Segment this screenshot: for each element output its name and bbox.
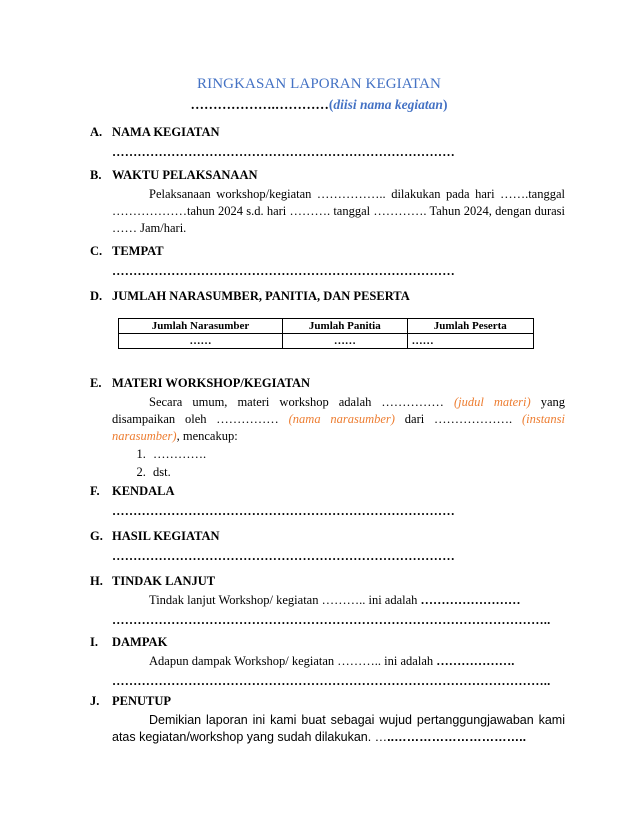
section-heading: [90, 375, 565, 392]
section-title: TINDAK LANJUT: [112, 574, 216, 588]
section-heading: [90, 634, 565, 651]
section-heading: [90, 573, 565, 590]
fill-in-dots: ………………………………………………………………………: [112, 549, 455, 563]
paragraph-text: Secara umum, materi workshop adalah ……………: [149, 395, 444, 409]
section-paragraph: [112, 394, 565, 445]
section-letter: G.: [90, 529, 103, 543]
paragraph-text: , mencakup:: [176, 429, 238, 443]
subtitle-hint: diisi nama kegiatan: [333, 97, 443, 112]
section-title: JUMLAH NARASUMBER, PANITIA, DAN PESERTA: [112, 289, 410, 303]
section-letter: J.: [90, 694, 100, 708]
paragraph-text: Tindak lanjut Workshop/ kegiatan ……….. ini adalah: [149, 593, 421, 607]
subtitle-close-paren: ): [442, 97, 448, 112]
fill-in-dots: …………………………………………………………………………………………..: [112, 674, 551, 688]
section-materi: [90, 375, 565, 481]
section-paragraph: [112, 712, 565, 746]
section-heading: [90, 167, 565, 184]
paragraph-text: Demikian laporan ini kami buat sebagai wujud pertanggungjawaban kami atas kegiatan/workshop yang sudah dilakukan. …: [112, 713, 565, 744]
fill-in-dots: ……………………: [420, 593, 521, 607]
section-paragraph: Pelaksanaan workshop/kegiatan …………….. dilakukan pada hari …….tanggal ………………tahun 2024 s.d. hari ………. tanggal …………. Tahun 2024, dengan durasi …… Jam/hari.: [112, 187, 565, 235]
section-tempat: [90, 243, 565, 280]
section-penutup: [90, 693, 565, 746]
table-cell-peserta: ……: [407, 334, 533, 349]
section-title: DAMPAK: [112, 635, 168, 649]
section-title: PENUTUP: [112, 694, 172, 708]
table-header-panitia: Jumlah Panitia: [283, 319, 408, 334]
fill-in-dots: ………………………………………………………………………: [112, 145, 455, 159]
section-paragraph: [112, 592, 565, 609]
table-header-row: [119, 319, 534, 334]
section-letter: A.: [90, 125, 103, 139]
section-title: HASIL KEGIATAN: [112, 529, 220, 543]
table-row: [119, 334, 534, 349]
section-paragraph: [112, 653, 565, 670]
table-cell-narasumber: ……: [119, 334, 283, 349]
paragraph-text: yang disampaikan oleh ……………: [112, 395, 566, 426]
list-item: 1. ………….: [149, 445, 565, 463]
section-dampak: [90, 634, 565, 690]
section-title: WAKTU PELAKSANAAN: [112, 168, 258, 182]
fill-in-dots: ………………………………………………………………………: [112, 504, 455, 518]
section-letter: B.: [90, 168, 102, 182]
section-heading: [90, 528, 565, 545]
section-title: TEMPAT: [112, 244, 164, 258]
jumlah-table: [118, 318, 534, 349]
hint-nama-narasumber: (nama narasumber): [288, 412, 395, 426]
section-heading: [90, 124, 565, 141]
fill-in-dots: ………………………………………………………………………: [112, 264, 455, 278]
paragraph-text: dari ……………….: [404, 412, 513, 426]
document-title: RINGKASAN LAPORAN KEGIATAN: [197, 76, 441, 92]
paragraph-text: Adapun dampak Workshop/ kegiatan ……….. ini adalah: [149, 654, 437, 668]
section-letter: C.: [90, 244, 103, 258]
section-jumlah: [90, 288, 565, 305]
section-tindak-lanjut: [90, 573, 565, 629]
section-letter: D.: [90, 289, 103, 303]
fill-in-dots: …………………………………………………………………………………………..: [112, 613, 551, 627]
subtitle-open-paren: (: [328, 97, 334, 112]
hint-judul-materi: (judul materi): [453, 395, 531, 409]
materi-list: [112, 445, 565, 481]
section-letter: H.: [90, 574, 103, 588]
section-letter: I.: [90, 635, 98, 649]
fill-in-dots: ……………….: [436, 654, 515, 668]
section-heading: [90, 243, 565, 260]
fill-in-dots: ..…………………………..: [387, 730, 527, 744]
section-hasil: [90, 528, 565, 565]
section-title: MATERI WORKSHOP/KEGIATAN: [112, 376, 311, 390]
section-nama-kegiatan: [90, 124, 565, 161]
table-header-narasumber: Jumlah Narasumber: [119, 319, 283, 334]
section-title: NAMA KEGIATAN: [112, 125, 220, 139]
section-kendala: [90, 483, 565, 520]
section-heading: [90, 693, 565, 710]
section-heading: [90, 288, 565, 305]
document-subtitle: [0, 96, 638, 113]
list-item: 2. dst.: [149, 463, 565, 481]
section-title: KENDALA: [112, 484, 175, 498]
section-waktu-pelaksanaan: [90, 167, 565, 237]
table-header-peserta: Jumlah Peserta: [407, 319, 533, 334]
section-heading: [90, 483, 565, 500]
table-cell-panitia: ……: [283, 334, 408, 349]
section-letter: E.: [90, 376, 102, 390]
hint-instansi-narasumber: (instansi narasumber): [112, 412, 566, 443]
subtitle-dots: ……………….…………: [190, 97, 329, 112]
section-letter: F.: [90, 484, 100, 498]
